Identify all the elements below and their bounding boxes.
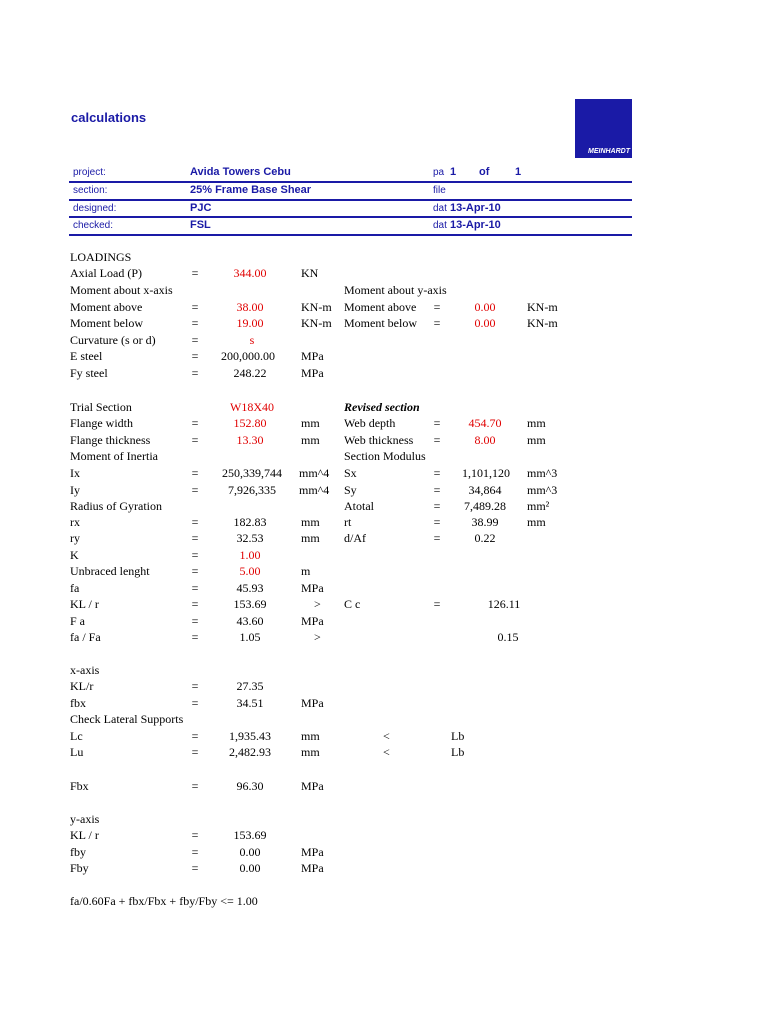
designed-date-label: dat (433, 203, 447, 214)
fy-steel-value: 248.22 (233, 366, 267, 380)
my-above-label: Moment above (344, 300, 417, 314)
cc-label: C c (344, 597, 361, 611)
page-total: 1 (515, 166, 522, 178)
mx-below-value: 19.00 (236, 316, 264, 330)
web-thickness-label: Web thickness (344, 433, 414, 447)
equals-sign: = (433, 483, 441, 497)
equals-sign: = (191, 515, 199, 529)
fa-capital-value: 43.60 (236, 614, 264, 628)
my-below-value: 0.00 (474, 316, 496, 330)
fby-unit: MPa (301, 845, 324, 859)
k-value: 1.00 (239, 548, 261, 562)
fbx-value: 34.51 (236, 696, 264, 710)
flange-width-label: Flange width (70, 416, 133, 430)
fa-ratio-value: 1.05 (239, 630, 261, 644)
d-af-value: 0.22 (474, 531, 496, 545)
x-klr-label: KL/r (70, 679, 94, 693)
curvature-value: s (249, 333, 255, 347)
y-axis-heading: y-axis (70, 812, 100, 826)
ix-unit: mm^4 (299, 466, 330, 480)
axial-load-unit: KN (301, 266, 319, 280)
lu-label: Lu (70, 745, 84, 759)
logo-text: MEINHARDT (588, 148, 630, 155)
mx-above-unit: KN-m (301, 300, 332, 314)
ix-value: 250,339,744 (222, 466, 282, 480)
flange-thickness-label: Flange thickness (70, 433, 151, 447)
d-af-label: d/Af (344, 531, 366, 545)
fbx-capital-label: Fbx (70, 779, 89, 793)
of-label: of (479, 166, 490, 178)
rt-value: 38.99 (471, 515, 499, 529)
sx-unit: mm^3 (527, 466, 558, 480)
section-label: section: (73, 185, 108, 196)
ry-value: 32.53 (236, 531, 264, 545)
iy-label: Iy (70, 483, 80, 497)
flange-thickness-value: 13.30 (236, 433, 264, 447)
lu-comparison: < (383, 745, 390, 759)
iy-unit: mm^4 (299, 483, 330, 497)
flange-width-unit: mm (301, 416, 320, 430)
equals-sign: = (191, 845, 199, 859)
equals-sign: = (191, 483, 199, 497)
klr-label: KL / r (70, 597, 99, 611)
header-divider (69, 181, 632, 183)
web-thickness-unit: mm (527, 433, 546, 447)
header-divider (69, 216, 632, 218)
company-logo (575, 99, 632, 158)
designed-date: 13-Apr-10 (450, 202, 501, 214)
web-depth-value: 454.70 (468, 416, 502, 430)
my-below-unit: KN-m (527, 316, 558, 330)
equals-sign: = (191, 696, 199, 710)
project-label: project: (73, 167, 106, 178)
fbx-capital-value: 96.30 (236, 779, 264, 793)
unbraced-length-value: 5.00 (239, 564, 261, 578)
lc-value: 1,935.43 (229, 729, 271, 743)
checked-value: FSL (190, 219, 211, 231)
sy-unit: mm^3 (527, 483, 558, 497)
lc-comparison: < (383, 729, 390, 743)
lu-value: 2,482.93 (229, 745, 271, 759)
equals-sign: = (191, 433, 199, 447)
my-above-unit: KN-m (527, 300, 558, 314)
equals-sign: = (191, 366, 199, 380)
lu-reference: Lb (451, 745, 465, 759)
fa-unit: MPa (301, 581, 324, 595)
e-steel-label: E steel (70, 349, 103, 363)
ix-label: Ix (70, 466, 80, 480)
checked-label: checked: (73, 220, 114, 231)
y-klr-label: KL / r (70, 828, 99, 842)
fby-label: fby (70, 845, 86, 859)
atotal-label: Atotal (344, 499, 374, 513)
fbx-unit: MPa (301, 696, 324, 710)
equals-sign: = (433, 597, 441, 611)
mx-above-label: Moment above (70, 300, 143, 314)
fy-steel-label: Fy steel (70, 366, 108, 380)
equals-sign: = (191, 548, 199, 562)
fby-value: 0.00 (239, 845, 261, 859)
fa-label: fa (70, 581, 80, 595)
equals-sign: = (433, 433, 441, 447)
e-steel-unit: MPa (301, 349, 324, 363)
equals-sign: = (191, 316, 199, 330)
mx-below-unit: KN-m (301, 316, 332, 330)
axial-load-label: Axial Load (P) (70, 266, 142, 280)
flange-width-value: 152.80 (233, 416, 267, 430)
equals-sign: = (191, 779, 199, 793)
moment-y-label: Moment about y-axis (344, 283, 447, 297)
equals-sign: = (191, 614, 199, 628)
fbx-label: fbx (70, 696, 86, 710)
checked-date-label: dat (433, 220, 447, 231)
moment-of-inertia-label: Moment of Inertia (70, 449, 158, 463)
equals-sign: = (191, 679, 199, 693)
fa-value: 45.93 (236, 581, 264, 595)
equals-sign: = (191, 531, 199, 545)
mx-below-label: Moment below (70, 316, 143, 330)
fa-capital-unit: MPa (301, 614, 324, 628)
equals-sign: = (433, 515, 441, 529)
equals-sign: = (191, 861, 199, 875)
trial-section-value: W18X40 (230, 400, 274, 414)
rx-unit: mm (301, 515, 320, 529)
equals-sign: = (191, 416, 199, 430)
equals-sign: = (191, 745, 199, 759)
page-label: pa (433, 167, 445, 178)
section-modulus-label: Section Modulus (344, 449, 426, 463)
lc-label: Lc (70, 729, 83, 743)
rt-unit: mm (527, 515, 546, 529)
section-value: 25% Frame Base Shear (190, 184, 312, 196)
fa-capital-label: F a (70, 614, 85, 628)
file-label: file (433, 185, 446, 196)
moment-x-label: Moment about x-axis (70, 283, 173, 297)
designed-label: designed: (73, 203, 117, 214)
x-klr-value: 27.35 (236, 679, 264, 693)
unbraced-length-unit: m (301, 564, 311, 578)
rx-label: rx (70, 515, 80, 529)
header-divider (69, 199, 632, 201)
fby-capital-value: 0.00 (239, 861, 261, 875)
rx-value: 182.83 (233, 515, 267, 529)
atotal-unit: mm² (527, 499, 550, 513)
web-thickness-value: 8.00 (474, 433, 496, 447)
sy-label: Sy (344, 483, 357, 497)
equals-sign: = (433, 300, 441, 314)
project-value: Avida Towers Cebu (190, 166, 291, 178)
k-label: K (70, 548, 79, 562)
fa-ratio-label: fa / Fa (70, 630, 101, 644)
fby-capital-label: Fby (70, 861, 89, 875)
y-klr-value: 153.69 (233, 828, 267, 842)
web-depth-unit: mm (527, 416, 546, 430)
mx-above-value: 38.00 (236, 300, 264, 314)
equals-sign: = (433, 466, 441, 480)
equals-sign: = (433, 499, 441, 513)
fby-capital-unit: MPa (301, 861, 324, 875)
klr-comparison: > (314, 597, 321, 611)
equals-sign: = (191, 349, 199, 363)
iy-value: 7,926,335 (228, 483, 276, 497)
ry-label: ry (70, 531, 80, 545)
equals-sign: = (191, 729, 199, 743)
lu-unit: mm (301, 745, 320, 759)
axial-load-value: 344.00 (233, 266, 267, 280)
interaction-formula: fa/0.60Fa + fbx/Fbx + fby/Fby <= 1.00 (70, 894, 258, 908)
equals-sign: = (433, 316, 441, 330)
equals-sign: = (191, 828, 199, 842)
lc-reference: Lb (451, 729, 465, 743)
equals-sign: = (433, 531, 441, 545)
page-number: 1 (450, 166, 457, 178)
trial-section-label: Trial Section (70, 400, 132, 414)
equals-sign: = (191, 266, 199, 280)
loadings-heading: LOADINGS (70, 250, 132, 264)
fa-ratio-limit: 0.15 (497, 630, 519, 644)
web-depth-label: Web depth (344, 416, 396, 430)
equals-sign: = (191, 466, 199, 480)
my-above-value: 0.00 (474, 300, 496, 314)
equals-sign: = (191, 581, 199, 595)
lc-unit: mm (301, 729, 320, 743)
revised-section-label: Revised section (344, 400, 420, 414)
page-title: calculations (71, 110, 147, 125)
equals-sign: = (191, 564, 199, 578)
rt-label: rt (344, 515, 352, 529)
equals-sign: = (433, 416, 441, 430)
cc-value: 126.11 (487, 597, 521, 611)
lateral-supports-label: Check Lateral Supports (70, 712, 184, 726)
unbraced-length-label: Unbraced lenght (70, 564, 150, 578)
sy-value: 34,864 (468, 483, 502, 497)
equals-sign: = (191, 333, 199, 347)
klr-value: 153.69 (233, 597, 267, 611)
equals-sign: = (191, 630, 199, 644)
e-steel-value: 200,000.00 (221, 349, 275, 363)
designed-value: PJC (190, 202, 212, 214)
header-divider (69, 234, 632, 236)
fbx-capital-unit: MPa (301, 779, 324, 793)
sx-label: Sx (344, 466, 357, 480)
fa-ratio-comparison: > (314, 630, 321, 644)
curvature-label: Curvature (s or d) (70, 333, 156, 347)
equals-sign: = (191, 597, 199, 611)
radius-of-gyration-label: Radius of Gyration (70, 499, 162, 513)
x-axis-heading: x-axis (70, 663, 100, 677)
fy-steel-unit: MPa (301, 366, 324, 380)
equals-sign: = (191, 300, 199, 314)
ry-unit: mm (301, 531, 320, 545)
atotal-value: 7,489.28 (464, 499, 506, 513)
checked-date: 13-Apr-10 (450, 219, 501, 231)
flange-thickness-unit: mm (301, 433, 320, 447)
sx-value: 1,101,120 (462, 466, 510, 480)
my-below-label: Moment below (344, 316, 417, 330)
